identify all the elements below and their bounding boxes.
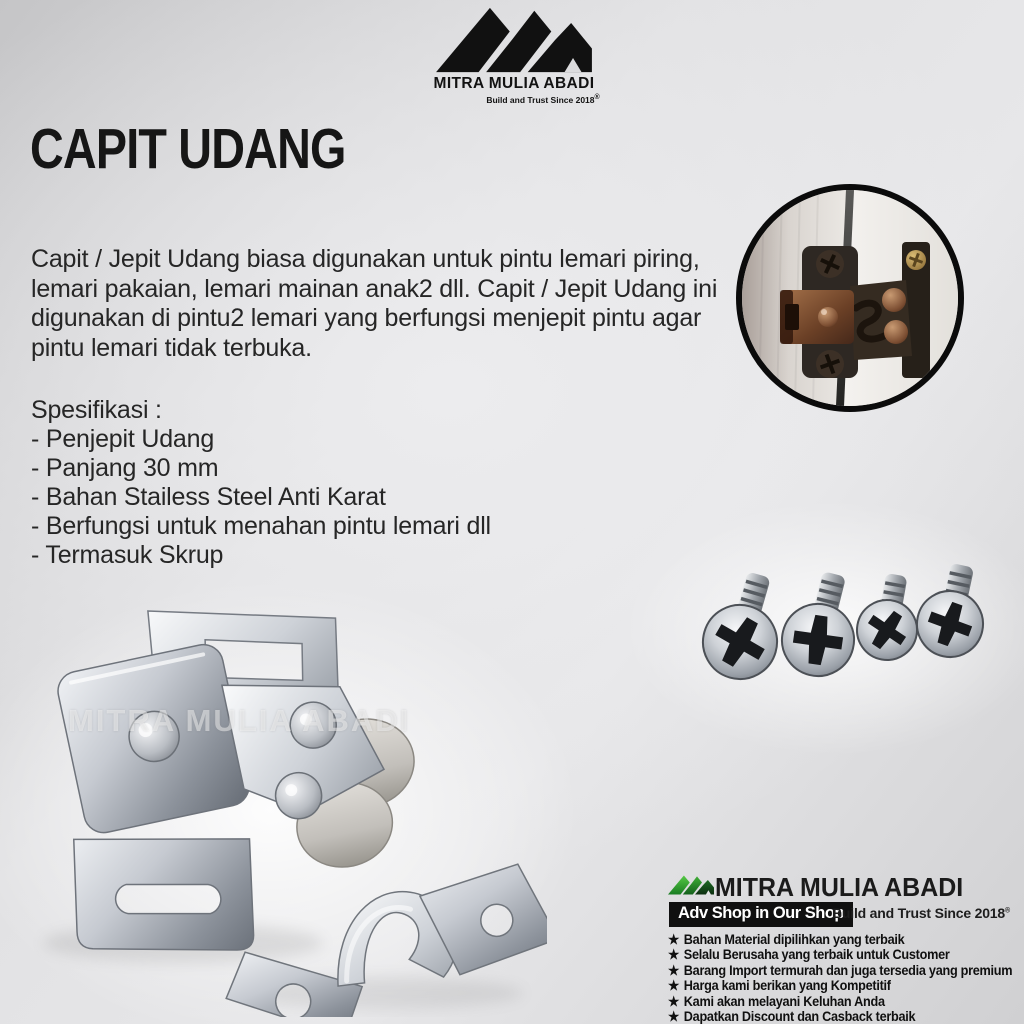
- spec-list: [31, 396, 491, 570]
- footer-brand-name: MITRA MULIA ABADI: [715, 872, 964, 902]
- benefit-item: ★ Dapatkan Discount dan Casback terbaik: [668, 1009, 916, 1024]
- star-icon: ★: [668, 962, 680, 978]
- product-photo: [33, 593, 547, 1017]
- catch-illustration: [33, 593, 547, 1017]
- benefits-list: [668, 932, 1013, 1024]
- description-line: Capit / Jepit Udang biasa digunakan untuk pintu lemari piring,: [31, 245, 700, 273]
- star-icon: ★: [668, 932, 680, 947]
- spec-heading: Spesifikasi :: [31, 396, 162, 424]
- description-line: pintu lemari tidak terbuka.: [31, 333, 312, 362]
- brand-tagline: Build and Trust Since 2018®: [486, 94, 600, 105]
- installed-catch-illustration: [742, 190, 958, 406]
- benefit-item: ★ Selalu Berusaha yang terbaik untuk Customer: [668, 947, 950, 963]
- description-line: lemari pakaian, lemari mainan anak2 dll. Capit / Jepit Udang ini: [31, 274, 718, 303]
- registered-mark: ®: [594, 94, 600, 101]
- description-line: digunakan di pintu2 lemari yang berfungsi menjepit pintu agar: [31, 304, 702, 332]
- header-logo: [414, 6, 614, 108]
- mountain-logo-icon: [435, 6, 593, 74]
- brand-name: MITRA MULIA ABADI: [433, 75, 595, 92]
- page-title: CAPIT UDANG: [30, 117, 346, 181]
- spec-item: - Berfungsi untuk menahan pintu lemari dll: [31, 512, 491, 540]
- spec-item: - Termasuk Skrup: [31, 541, 224, 569]
- spec-item: - Penjepit Udang: [31, 425, 215, 453]
- footer-tagline: Build and Trust Since 2018®: [832, 905, 1010, 921]
- spec-item: - Panjang 30 mm: [31, 454, 219, 482]
- footer-brand-block: [668, 866, 1020, 1024]
- registered-mark: ®: [1004, 907, 1010, 915]
- mountain-logo-green-icon: [668, 870, 714, 900]
- spec-item: - Bahan Stailess Steel Anti Karat: [31, 483, 386, 511]
- benefit-item: ★ Barang Import termurah dan juga tersedia yang premium: [668, 962, 1013, 978]
- star-icon: ★: [668, 978, 680, 994]
- installed-view-photo: [736, 184, 964, 412]
- benefit-item: ★ Bahan Material dipilihkan yang terbaik: [668, 932, 905, 947]
- star-icon: ★: [668, 993, 680, 1009]
- star-icon: ★: [668, 1009, 680, 1024]
- photo-watermark: MITRA MULIA ABADI: [68, 703, 411, 738]
- benefit-item: ★ Kami akan melayani Keluhan Anda: [668, 993, 885, 1009]
- footer-logo: [668, 866, 1020, 932]
- adv-shop-badge: Adv Shop in Our Shop: [669, 902, 853, 927]
- screws-illustration: [688, 550, 990, 702]
- product-description: [31, 245, 717, 363]
- benefit-item: ★ Harga kami berikan yang Kompetitif: [668, 978, 891, 994]
- star-icon: ★: [668, 947, 680, 963]
- screws-photo: [688, 550, 990, 702]
